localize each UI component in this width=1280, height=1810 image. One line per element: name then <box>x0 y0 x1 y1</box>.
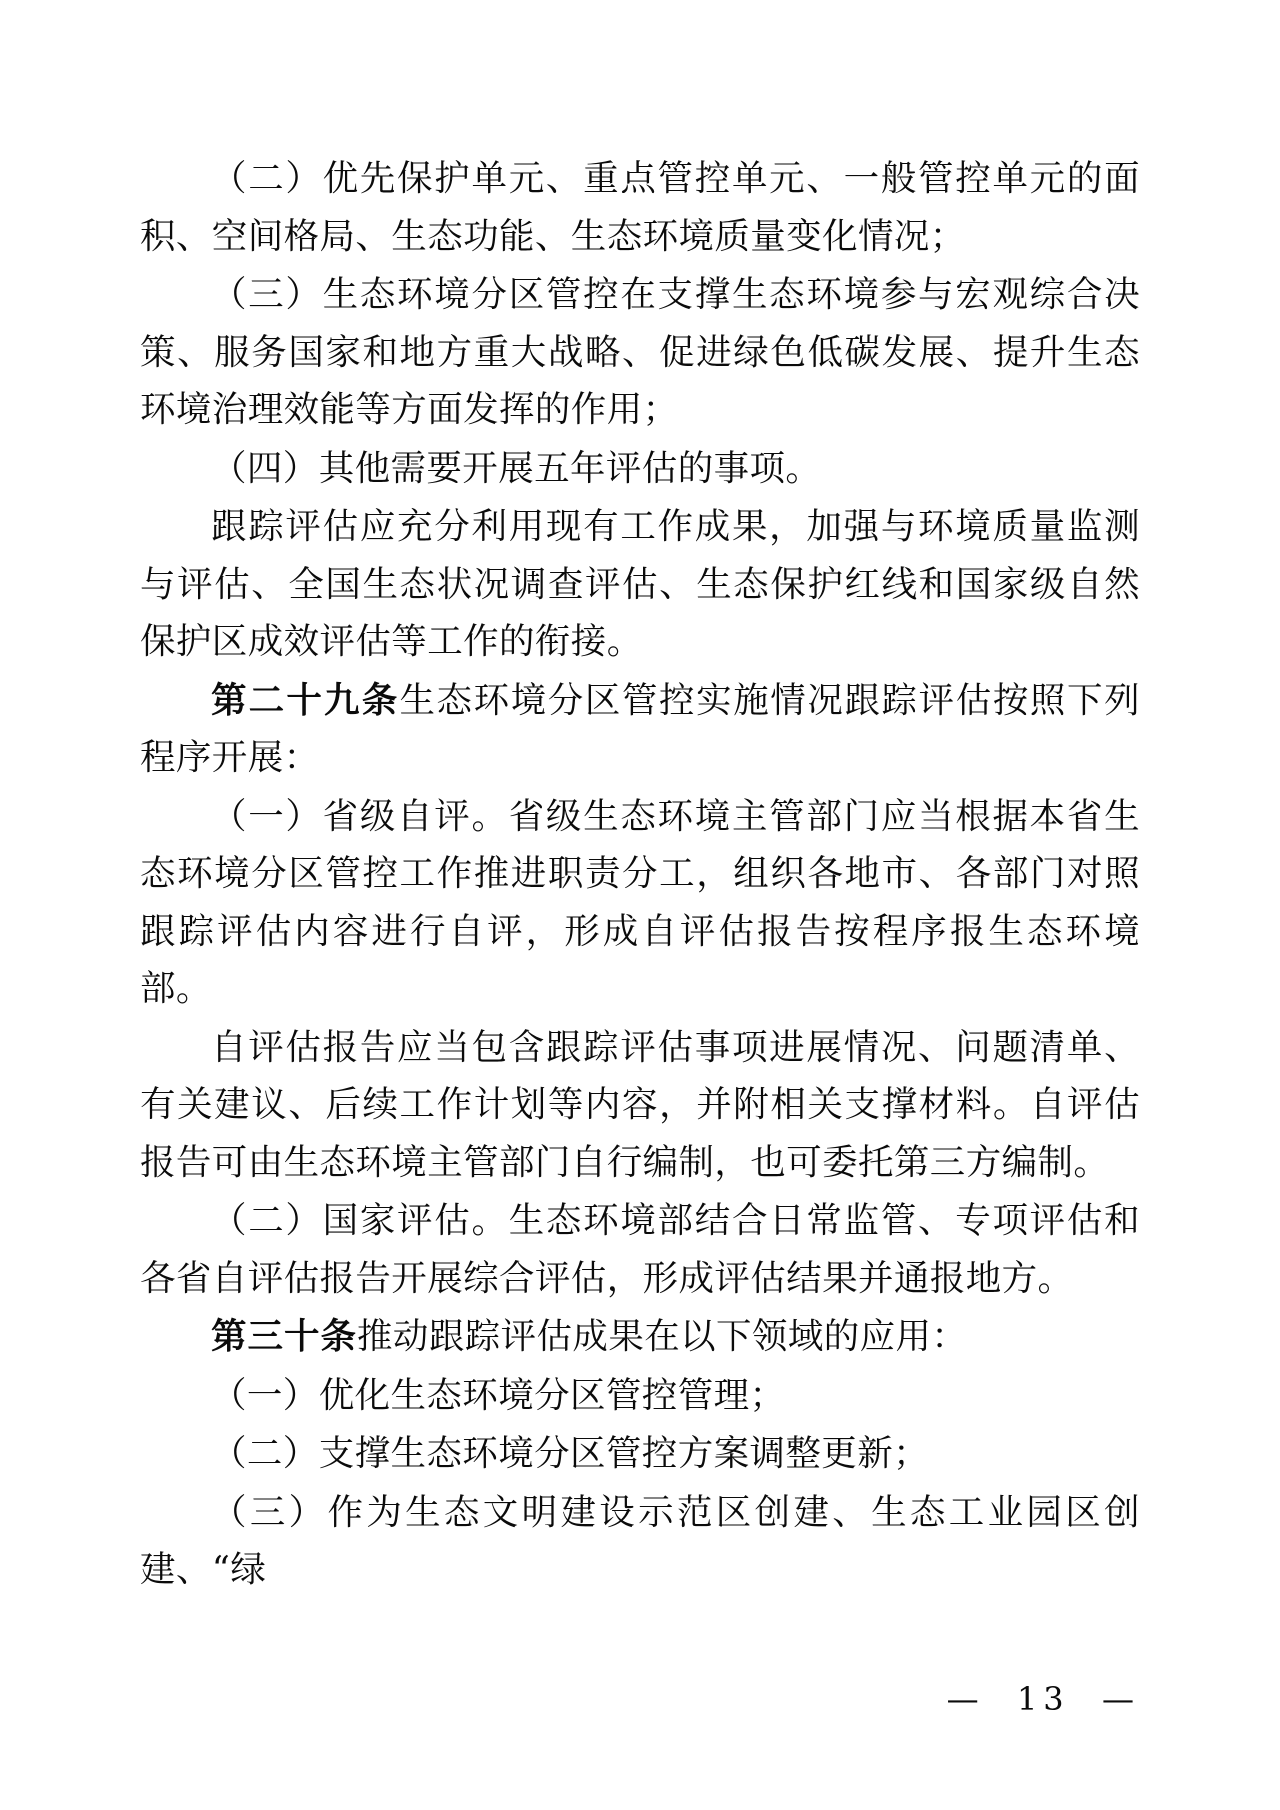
page-content <box>140 150 1140 1600</box>
paragraph-item-4: （四）其他需要开展五年评估的事项。 <box>211 447 822 489</box>
paragraph-item-2: （二）优先保护单元、重点管控单元、一般管控单元的面积、空间格局、生态功能、生态环境质量变化情况； <box>140 158 1140 257</box>
paragraph-article-30 <box>140 1308 1140 1366</box>
paragraph-self-assessment-report: 自评估报告应当包含跟踪评估事项进展情况、问题清单、有关建议、后续工作计划等内容，并附相关支撑材料。自评估报告可由生态环境主管部门自行编制，也可委托第三方编制。 <box>140 1026 1140 1183</box>
paragraph-article-29-item-2: （二）国家评估。生态环境部结合日常监管、专项评估和各省自评估报告开展综合评估，形成评估结果并通报地方。 <box>140 1200 1140 1299</box>
page-number: — 13 — <box>946 1680 1140 1718</box>
paragraph-article-29 <box>140 672 1140 787</box>
paragraph-followup-assessment: 跟踪评估应充分利用现有工作成果，加强与环境质量监测与评估、全国生态状况调查评估、生态保护红线和国家级自然保护区成效评估等工作的衔接。 <box>140 506 1140 662</box>
article-30-text: 推动跟踪评估成果在以下领域的应用： <box>357 1316 968 1357</box>
paragraph-article-29-item-1: （一）省级自评。省级生态环境主管部门应当根据本省生态环境分区管控工作推进职责分工，组织各地市、各部门对照跟踪评估内容进行自评，形成自评估报告按程序报生态环境部。 <box>140 795 1140 1009</box>
paragraph-article-30-item-1: （一）优化生态环境分区管控管理； <box>211 1374 786 1416</box>
article-29-text: 生态环境分区管控实施情况跟踪评估按照下列程序开展： <box>140 679 1140 778</box>
article-29-label: 第二十九条 <box>211 679 400 721</box>
paragraph-item-3: （三）生态环境分区管控在支撑生态环境参与宏观综合决策、服务国家和地方重大战略、促进绿色低碳发展、提升生态环境治理效能等方面发挥的作用； <box>140 274 1140 430</box>
paragraph-article-30-item-2: （二）支撑生态环境分区管控方案调整更新； <box>211 1433 930 1474</box>
article-30-label: 第三十条 <box>211 1316 358 1357</box>
paragraph-article-30-item-3: （三）作为生态文明建设示范区创建、生态工业园区创建、“绿 <box>140 1491 1140 1590</box>
